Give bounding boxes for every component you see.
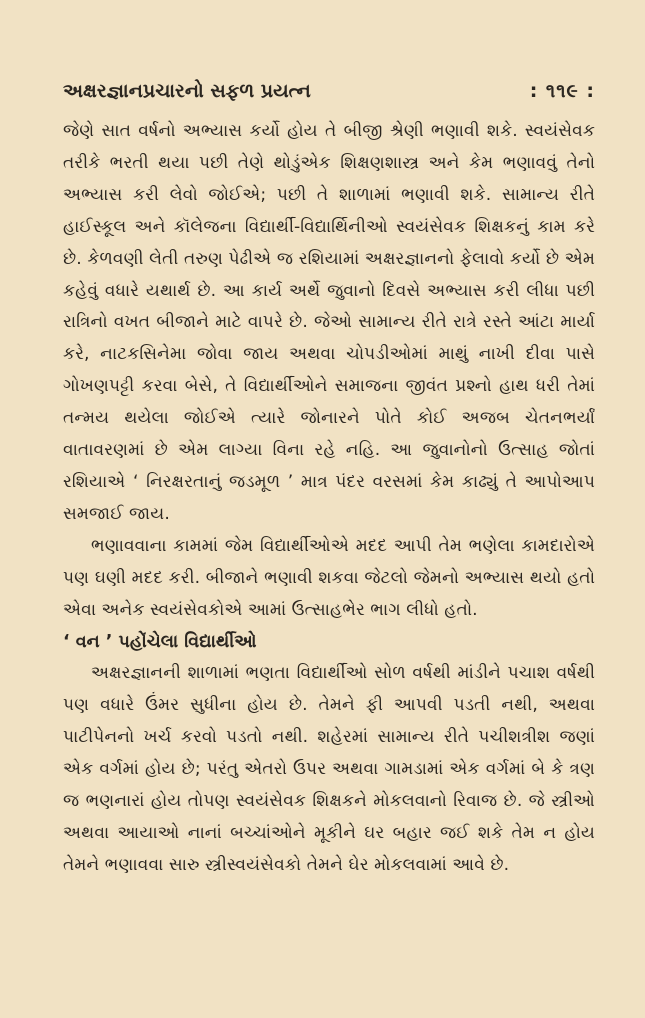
section-heading: ‘ વન ’ પહોંચેલા વિદ્યાર્થીઓ <box>63 631 257 652</box>
paragraph-continuation: જેણે સાત વર્ષનો અભ્યાસ કર્યો હોય તે બીજી શ્રેણી ભણાવી શકે. સ્વયંસેવક તરીકે ભરતી થયા પછી તેણે થોડુંએક શિક્ષણશાસ્ત્ર અને કેમ ભણાવવું તેનો અભ્યાસ કરી લેવો જોઈએ; પછી તે શાળામાં ભણાવી શકે. સામાન્ય રીતે હાઈસ્કૂલ અને કૉલેજના વિદ્યાર્થી-વિદ્યાર્થિનીઓ સ્વયંસેવક શિક્ષકનું કામ કરે છે. કેળવણી લેતી તરુણ પેઢીએ જ રશિયામાં અક્ષરજ્ઞાનનો ફેલાવો કર્યો છે એમ કહેવું વધારે યથાર્થ છે. આ કાર્ય અર્થે જુવાનો દિવસે અભ્યાસ કરી લીધા પછી રાત્રિનો વખત બીજાને માટે વાપરે છે. જેઓ સામાન્ય રીતે રાત્રે રસ્તે આંટા માર્યા કરે, નાટકસિનેમા જોવા જાય અથવા ચોપડીઓમાં માથું નાખી દીવા પાસે ગોખણપટ્ટી કરવા બેસે, તે વિદ્યાર્થીઓને સમાજના જીવંત પ્રશ્નો હાથ ધરી તેમાં તન્મય થયેલા જોઈએ ત્યારે જોનારને પોતે કોઈ અજબ ચેતનભર્યાં વાતાવરણમાં છે એમ લાગ્યા વિના રહે નહિ. આ જુવાનોનો ઉત્સાહ જોતાં રશિયાએ ‘ નિરક્ષરતાનું જડમૂળ ’ માત્ર પંદર વરસમાં કેમ કાઢ્યું તે આપોઆપ સમજાઈ જાય. <box>63 121 595 524</box>
page-number: : ૧૧૯ : <box>529 80 595 102</box>
paragraph-students-age: અક્ષરજ્ઞાનની શાળામાં ભણતા વિદ્યાર્થીઓ સોળ વર્ષથી માંડીને પચાશ વર્ષથી પણ વધારે ઉંમર સુધીના હોય છે. તેમને ફી આપવી પડતી નથી, અથવા પાટીપેનનો ખર્ચ કરવો પડતો નથી. શહેરમાં સામાન્ય રીતે પચીશત્રીશ જણાં એક વર્ગમાં હોય છે; પરંતુ એતરો ઉપર અથવા ગામડામાં એક વર્ગમાં બે કે ત્રણ જ ભણનારાં હોય તોપણ સ્વયંસેવક શિક્ષકને મોકલવાનો રિવાજ છે. જે સ્ત્રીઓ અથવા આયાઓ નાનાં બચ્ચાંઓને મૂકીને ઘર બહાર જઈ શકે તેમ ન હોય તેમને ભણાવવા સારુ સ્ત્રીસ્વયંસેવકો તેમને ઘેર મોકલવામાં આવે છે. <box>63 663 595 875</box>
page-header <box>63 80 595 102</box>
running-title: અક્ષરજ્ઞાનપ્રચારનો સફળ પ્રયત્ન <box>63 80 311 102</box>
paragraph-workers-help: ભણાવવાના કામમાં જેમ વિદ્યાર્થીઓએ મદદ આપી તેમ ભણેલા કામદારોએ પણ ઘણી મદદ કરી. બીજાને ભણાવી શકવા જેટલો જેમનો અભ્યાસ થયો હતો એવા અનેક સ્વયંસેવકોએ આમાં ઉત્સાહભેર ભાગ લીધો હતો. <box>63 535 595 620</box>
